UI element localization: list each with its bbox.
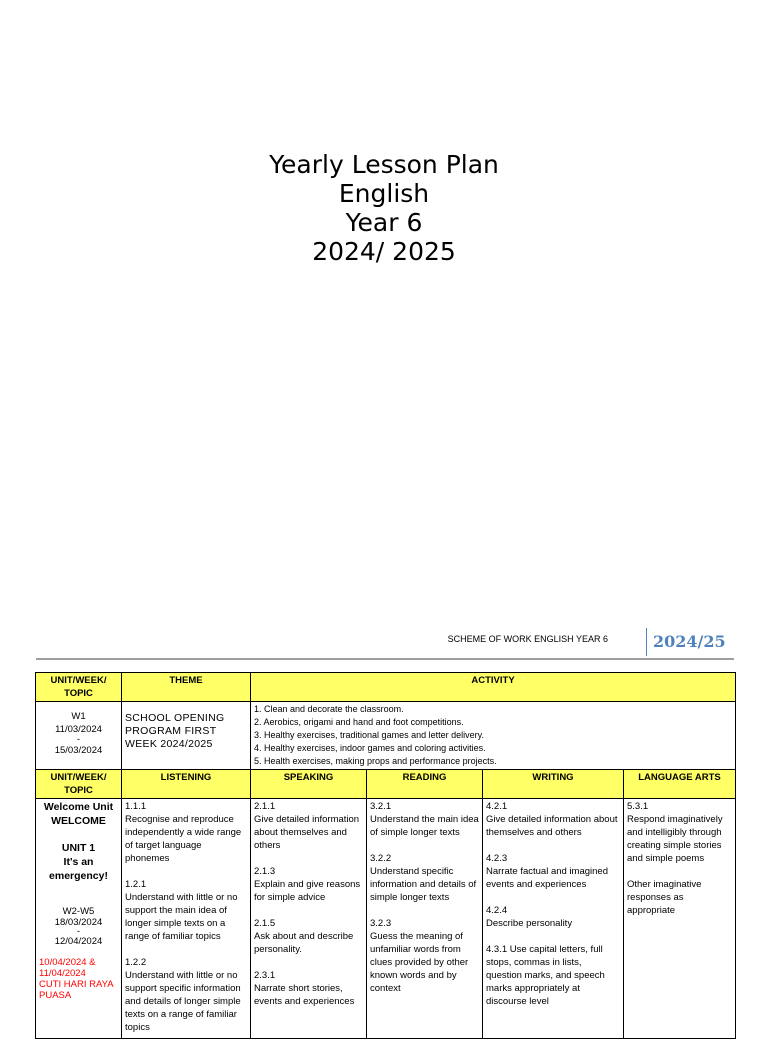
title-line-2: English — [338, 179, 430, 208]
activity-cell — [251, 702, 736, 770]
theme-cell: SCHOOL OPENING PROGRAM FIRST WEEK 2024/2025 — [122, 702, 251, 770]
document-title — [0, 150, 768, 266]
skills-header-row — [36, 770, 736, 799]
standard-text: Understand specific information and details of simple longer texts — [370, 866, 477, 903]
writing-cell — [483, 799, 624, 1039]
week-date-to: 15/03/2024 — [54, 745, 103, 756]
week-label: W1 — [71, 711, 86, 722]
unit-cell — [36, 799, 122, 1039]
standard-text: Understand with little or no support specific information and details of longer simple texts on a range of familiar topics — [125, 970, 241, 1033]
standard-code: 2.3.1 — [254, 970, 276, 981]
standard-code: 4.2.1 — [486, 801, 508, 812]
scheme-of-work-table — [35, 672, 736, 1039]
speaking-cell — [251, 799, 367, 1039]
standard-text: Guess the meaning of unfamiliar words from clues provided by other known words and by context — [370, 931, 469, 994]
unit-title: Welcome Unit — [43, 801, 114, 813]
table-row — [36, 702, 736, 770]
title-line-3: Year 6 — [345, 208, 423, 237]
standard-code: 4.2.3 — [486, 853, 508, 864]
standard-text: Explain and give reasons for simple advice — [254, 879, 361, 903]
week-date-from: 11/03/2024 — [55, 724, 102, 735]
header-divider — [646, 628, 647, 656]
standard-text: 4.3.1 Use capital letters, full stops, commas in lists, question marks, and speech marks appropriately at discourse level — [486, 944, 605, 1007]
standard-text: Recognise and reproduce independently a wide range of target language phonemes — [125, 814, 242, 864]
standard-code: 1.1.1 — [125, 801, 147, 812]
holiday-note: 10/04/2024 & — [39, 957, 96, 968]
standard-text: Describe personality — [486, 918, 573, 929]
standard-code: 2.1.3 — [254, 866, 276, 877]
standard-text: Ask about and describe personality. — [254, 931, 354, 955]
standard-code: 4.2.4 — [486, 905, 508, 916]
title-line-4: 2024/ 2025 — [312, 237, 456, 266]
week-date-from: 18/03/2024 — [54, 917, 103, 928]
standard-code: 2.1.5 — [254, 918, 276, 929]
standard-code: 5.3.1 — [627, 801, 649, 812]
activity-item: 4. Healthy exercises, indoor games and coloring activities. — [254, 743, 486, 753]
header-speaking: SPEAKING — [251, 770, 367, 799]
activity-item: 2. Aerobics, origami and hand and foot competitions. — [254, 717, 464, 727]
standard-code: 2.1.1 — [254, 801, 276, 812]
standard-text: Narrate factual and imagined events and experiences — [486, 866, 608, 890]
header-listening: LISTENING — [122, 770, 251, 799]
header-year: 2024/25 — [653, 632, 726, 651]
table-header-row — [36, 673, 736, 702]
unit-topic: emergency! — [49, 870, 108, 882]
reading-cell — [367, 799, 483, 1039]
listening-cell — [122, 799, 251, 1039]
language-arts-cell — [624, 799, 736, 1039]
standard-code: 1.2.2 — [125, 957, 147, 968]
unit-subtitle: WELCOME — [51, 815, 106, 827]
standard-text: Give detailed information about themselves and others — [254, 814, 360, 851]
week-dash: - — [76, 734, 81, 745]
standard-code: 3.2.1 — [370, 801, 392, 812]
standard-code: 3.2.3 — [370, 918, 392, 929]
title-line-1: Yearly Lesson Plan — [269, 150, 499, 179]
standard-code: 1.2.1 — [125, 879, 147, 890]
holiday-note: PUASA — [39, 990, 72, 1001]
header-unit: UNIT/WEEK/ TOPIC — [36, 770, 122, 799]
header-reading: READING — [367, 770, 483, 799]
standard-text: Narrate short stories, events and experiences — [254, 983, 355, 1007]
standard-text: Respond imaginatively and intelligibly through creating simple stories and simple poems — [627, 814, 723, 864]
header-theme: THEME — [122, 673, 251, 702]
activity-item: 1. Clean and decorate the classroom. — [254, 704, 404, 714]
standard-text: Understand with little or no support the main idea of longer simple texts on a range of familiar topics — [125, 892, 238, 942]
holiday-note: CUTI HARI RAYA — [39, 979, 114, 990]
standard-text: Understand the main idea of simple longer texts — [370, 814, 479, 838]
table-row — [36, 799, 736, 1039]
standard-text: Other imaginative responses as appropriate — [627, 879, 702, 916]
unit-number: UNIT 1 — [61, 842, 96, 854]
activity-item: 3. Healthy exercises, traditional games and letter delivery. — [254, 730, 484, 740]
week-range: W2-W5 — [62, 906, 95, 917]
holiday-note: 11/04/2024 — [39, 968, 86, 979]
week-date-to: 12/04/2024 — [54, 936, 103, 947]
header-activity: ACTIVITY — [251, 673, 736, 702]
week-cell — [36, 702, 122, 770]
header-unit: UNIT/WEEK/ TOPIC — [36, 673, 122, 702]
unit-topic: It's an — [63, 856, 94, 868]
header-language-arts: LANGUAGE ARTS — [624, 770, 736, 799]
header-writing: WRITING — [483, 770, 624, 799]
standard-code: 3.2.2 — [370, 853, 392, 864]
standard-text: Give detailed information about themselves and others — [486, 814, 618, 838]
page-header — [36, 628, 734, 660]
activity-item: 5. Health exercises, making props and performance projects. — [254, 756, 497, 766]
week-dash: - — [76, 926, 81, 937]
header-label: SCHEME OF WORK ENGLISH YEAR 6 — [447, 634, 608, 644]
